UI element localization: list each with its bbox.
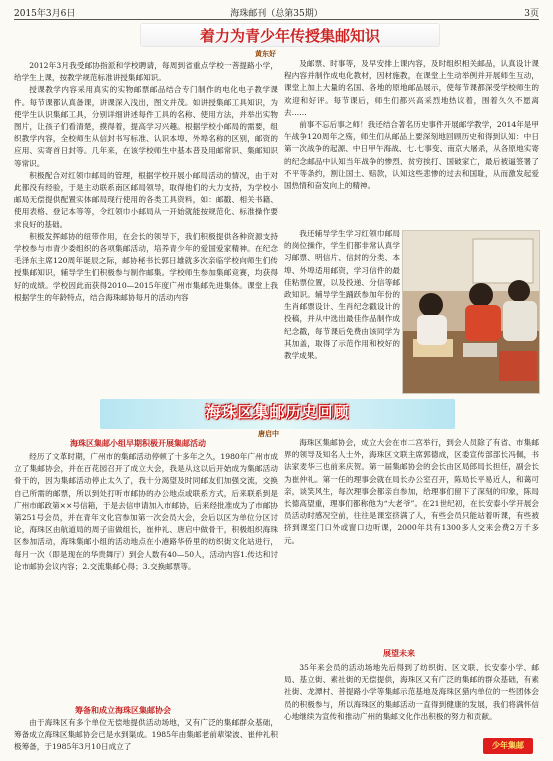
issue-date: 2015年3月6日 (14, 9, 76, 19)
article-author: 黄东好 (255, 49, 276, 58)
section-banner-title: 海珠区集邮历史回顾 (205, 403, 350, 421)
paragraph: 前事不忘后事之师！我还结合著名历史事件开展邮学教学，2014年是甲午战争120周年之殇，师生们从邮品上要深刻地回顾历史和得到认知：中日第一次战争的起源、中日甲午海战、七.七事变、南京大屠杀，从各原地实寄的纪念邮品中认知当年战争的惨烈、贫穷挨打、国破家亡，最后被逼签署了不平等条约，割让国土、赔款，认知这些悲惨的过去和国耻，从而激发起爱国热情和奋发向上的精神。 (284, 120, 539, 191)
section-banner (100, 399, 455, 429)
paragraph: 我还辅导学生学习红领巾邮局的岗位操作，学生们都非常认真学习邮票、明信片、信封的分类、本埠、外埠适用邮资，学习信件的最佳粘票位置，以及投递、分信等邮政知识。辅导学生踊跃参加年份的生肖邮票设计、生肖纪念戳设计的投稿，并从中选出最佳作品制作成纪念戳，每节课后免费由该同学为其加盖，取得了示范作用和校好的教学成果。 (284, 229, 400, 361)
masthead: 海珠邮刊（总第35期） (230, 9, 323, 19)
column-logo: 少年集邮 (483, 738, 533, 754)
history-column-right (284, 437, 539, 645)
subheading: 展望未来 (383, 649, 415, 658)
paragraph: 35年来会员的活动场地先后得到了纺织街、区文联、长安泰小学、邮局、基立街、素社街的无偿提供，海珠区又有广泛的集邮的群众基础，有素社街、龙潭村、菩提路小学等集邮示范基地及海珠区猎内单位的一些团体会员的积极参与，所以海珠区的集邮活动一直得到健康的发展，我们将满怀信心地继续为宣传和推动广州的集邮文化作出积极的努力和贡献。 (284, 663, 539, 721)
paragraph: 及邮票、时事等，及早安排上课内容，及时组织相关邮品，认真设计课程内容并制作成电化教材，因材施教，在课堂上生动举例并开展师生互动，课堂上加上大量的名国、各地的原地邮品展示，使每节课都深受学校师生的欢迎和好评。每节课后，师生们都兴高采烈地热议着，围着久久不愿离去…… (284, 59, 539, 117)
history-column-left-bottom (14, 717, 278, 757)
article-column-left (14, 60, 278, 393)
paragraph: 经历了文革时期，广州市的集邮活动停顿了十多年之久，1980年广州市成立了集邮协会，并在百花园召开了成立大会，我是从这以后开始成为集邮活动骨干的，因为集邮活动停止太久了，我十分渴望及时同邮友们加强交流，交换自己所需的邮票，所以到处打听市邮协的办公地点或联系方式，后来联系到是广州市邮政第××号信箱，于是去信申请加入市邮协，后来经批准成为了市邮协第251号会员，并在青年文化宫参加第一次会员大会，会后以区为单位分区讨论，海珠区由航道局的周子宙做组长，崔仲礼、唐启中做骨干，积极组织海珠区参加活动，海珠集邮小组的活动地点在小港路华侨里的纺织街文化站进行，每月一次（即是现在的华贵舞厅）到会人数有40—50人，活动内容1.传达和讨论市邮协会议内容；2.交流集邮心得；3.交换邮票等。 (14, 452, 278, 571)
page-header (14, 4, 539, 20)
classroom-photo (402, 230, 540, 394)
paragraph: 海珠区集邮协会，成立大会在市二宫举行，到会人员除了有省、市集邮界的领导及知名人士外，海珠区文联主席郭德成，区委宣传部部长冯佩，书法家麦华三也前来庆贺。第一届集邮协会的会长由区局郎局长担任，副会长为崔仲礼。第一任的理事会就在局长办公室召开，陈局长平易近人，和蔼可亲，谈笑风生，每次理事会都亲自参加，给理事们留下了深刻的印象，陈局长德高望重，理事们都称他为“大老爷”。在21世纪初，在长安泰小学开展会员活动时感况空前，往往是课室挤满了人，有些会员只能站着听课，有些被挤到课室门口外或窗口边听课，2000年共有1300多人交来会费2万千多元。 (284, 438, 539, 545)
subheading: 海珠区集邮小组早期积极开展集邮活动 (70, 439, 206, 448)
paragraph: 2012年3月我受邮协指派和学校聘请，每周到省重点学校一菩提路小学，给学生上课，按教学规范标准讲授集邮知识。 (14, 61, 278, 83)
section-author: 唐启中 (258, 429, 279, 438)
history-column-left (14, 451, 278, 702)
paragraph: 授课教学内容采用真实的实物邮票邮品结合专门制作的电化电子教学课件。每节课都认真备课，讲课深入浅出，图文并茂。如讲授集邮工具知识，为使学生认识集邮工具，分别详细讲述每件工具的名称、使用方法，并举出实物图片，让孩子们看清楚，摸得着，提高学习兴趣。根据学校小邮局的需要，组织教学内容，全校师生从信封书写标准、认识本埠、外埠名称的区别，邮资的应用、实寄首日封等。几年来，在该学校师生中基本普及用邮常识、集邮知识等常识。 (14, 85, 278, 168)
paragraph: 由于海珠区有多个单位无偿地提供活动场地，又有广泛的集邮群众基础，筹备成立海珠区集邮协会已是水到渠成。1985年由集邮老前辈梁波、崔仲礼积极筹备，于1985年3月10日成立了 (14, 718, 278, 752)
paragraph: 积极配合对红领巾邮局的管理，根据学校开展小邮局活动的情况，由于对此都没有经验，于是主动联系南区邮局领导，取得他们的大力支持，为学校小邮局无偿提供配置实体邮局现行使用的各类工具资料，如：邮戳、相关书籍、使用表格、登记本等等，令红领巾小邮局从一开始就能按规范化、标准操作要求良好的基础。 (14, 170, 278, 229)
article-title: 着力为青少年传授集邮知识 (140, 23, 440, 47)
subheading: 筹备和成立海珠区集邮协会 (75, 706, 171, 715)
paragraph: 积极发挥邮协的纽带作用，在会长的领导下，我们积极提供各种资源支持学校参与市青少委组织的各项集邮活动，培养青少年的爱国爱家精神。在纪念毛泽东主席120周年诞辰之际，邮协秘书长郭日雄就多次亲临学校向师生们传授集邮知识，辅导学生们积极参与制作邮集。学校师生参加集邮竞赛，均获得好的成绩。学校因此而获得2010—2015年度广州市集邮先进集体。课堂上我根据学生的年龄特点，结合海珠邮协每月的活动内容 (14, 231, 278, 302)
page-number: 3页 (524, 9, 539, 19)
article-column-right (284, 58, 539, 226)
article-column-narrow (284, 228, 400, 392)
